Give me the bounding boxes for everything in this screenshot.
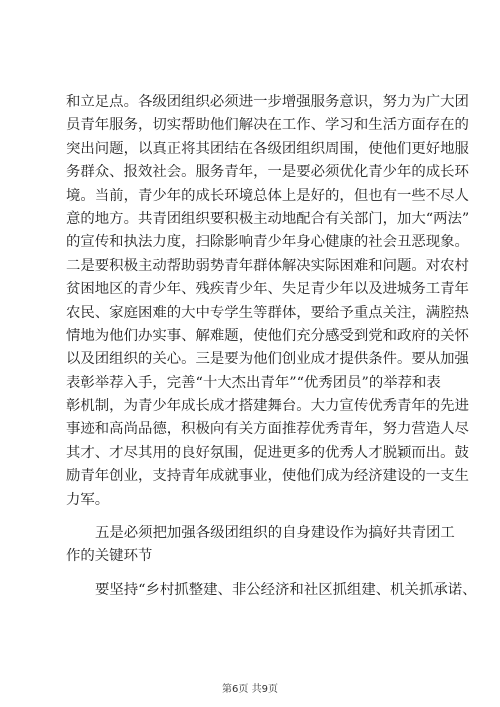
text-line: 境。当前，青少年的成长环境总体上是好的，但也有一些不尽人 <box>66 187 469 204</box>
page-number-footer: 第6页 共9页 <box>222 684 278 695</box>
text-line: 二是要积极主动帮助弱势青年群体解决实际困难和问题。对农村 <box>66 257 469 274</box>
text-line: 务群众、报效社会。服务青年，一是要必须优化青少年的成长环 <box>66 164 469 181</box>
text-line: 表彰举荐入手，完善“十大杰出青年”“优秀团员”的举荐和表 <box>66 374 441 391</box>
document-body <box>66 91 477 602</box>
text-line: 员青年服务，切实帮助他们解决在工作、学习和生活方面存在的 <box>66 117 469 134</box>
text-line: 贫困地区的青少年、残疾青少年、失足青少年以及进城务工青年 <box>66 281 469 298</box>
text-line: 励青年创业，支持青年成就事业，使他们成为经济建设的一支生 <box>66 468 469 485</box>
text-line: 五是必须把加强各级团组织的自身建设作为搞好共青团工 <box>95 525 455 542</box>
text-line: 意的地方。共青团组织要积极主动地配合有关部门，加大“两法” <box>66 210 470 227</box>
text-line: 农民、家庭困难的大中专学生等群体，要给予重点关注，满腔热 <box>66 304 469 321</box>
paragraph-1 <box>66 91 470 512</box>
text-line: 彰机制，为青少年成长成才搭建舞台。大力宣传优秀青年的先进 <box>66 398 469 415</box>
paragraph-3 <box>66 579 477 602</box>
text-line: 其才、才尽其用的良好氛围，促进更多的优秀人才脱颖而出。鼓 <box>66 444 469 461</box>
text-line: 以及团组织的关心。三是要为他们创业成才提供条件。要从加强 <box>66 351 469 368</box>
text-line: 要坚持“乡村抓整建、非公经济和社区抓组建、机关抓承诺、 <box>95 581 477 598</box>
text-line: 的宣传和执法力度，扫除影响青少年身心健康的社会丑恶现象。 <box>66 234 469 251</box>
text-line: 情地为他们办实事、解难题，使他们充分感受到党和政府的关怀 <box>66 327 469 344</box>
text-line: 和立足点。各级团组织必须进一步增强服务意识，努力为广大团 <box>66 94 469 110</box>
text-line: 力军。 <box>66 491 110 508</box>
text-line: 作的关键环节 <box>66 548 153 565</box>
paragraph-gap <box>66 512 438 522</box>
text-line: 突出问题，以真正将其团结在各级团组织周围，使他们更好地服 <box>66 140 469 157</box>
text-line: 事迹和高尚品德，积极向有关方面推荐优秀青年，努力营造人尽 <box>66 421 469 438</box>
paragraph-gap <box>66 569 438 579</box>
paragraph-2-heading <box>66 522 455 569</box>
